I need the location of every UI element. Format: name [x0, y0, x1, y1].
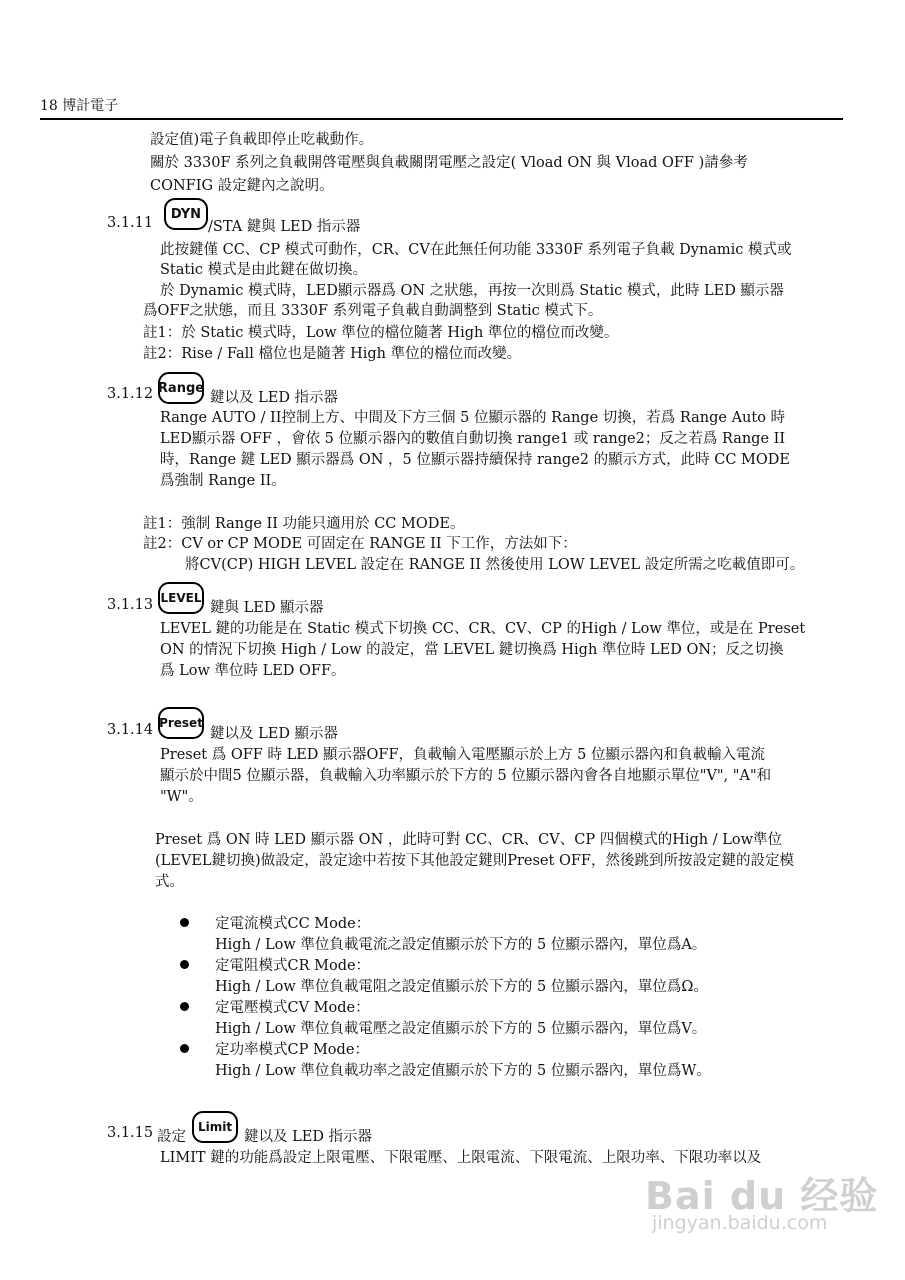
s3112-note-1: 註1：強制 Range II 功能只適用於 CC MODE。	[143, 516, 465, 532]
page-header: 18 博計電子	[40, 98, 119, 114]
section-title-3-1-14: 鍵以及 LED 顯示器	[210, 726, 339, 742]
header-rule	[40, 118, 843, 120]
bullet-cv-title: 定電壓模式CV Mode：	[215, 1000, 370, 1016]
intro-line-2: 關於 3330F 系列之負載開啓電壓與負載關閉電壓之設定( Vload ON 與 Vload OFF )請參考	[150, 155, 748, 171]
section-title-3-1-11: /STA 鍵與 LED 指示器	[208, 219, 361, 235]
s3112-note-3: 將CV(CP) HIGH LEVEL 設定在 RANGE II 然後使用 LOW LEVEL 設定所需之吃載值即可。	[185, 557, 805, 573]
range-key-icon: Range	[158, 372, 204, 404]
bullet-icon	[180, 960, 189, 969]
s3114-preset-on-3: 式。	[155, 874, 184, 890]
s3114-para-1: Preset 爲 OFF 時 LED 顯示器OFF，負載輸入電壓顯示於上方 5 位顯示器內和負載輸入電流	[160, 747, 765, 763]
s3115-para-1: LIMIT 鍵的功能爲設定上限電壓、下限電壓、上限電流、下限電流、上限功率、下限功率以及	[160, 1150, 762, 1166]
section-number-3-1-11: 3.1.11	[107, 215, 154, 231]
bullet-cc-title: 定電流模式CC Mode：	[215, 916, 371, 932]
intro-line-1: 設定值)電子負載即停止吃載動作。	[150, 132, 374, 148]
bullet-icon	[180, 918, 189, 927]
s3114-para-3: "W"。	[160, 789, 203, 805]
s3112-para-2: LED顯示器 OFF ，會依 5 位顯示器內的數值自動切換 range1 或 range2；反之若爲 Range II	[160, 431, 786, 447]
section-number-3-1-13: 3.1.13	[107, 597, 154, 613]
watermark-brand: Bai du 经验	[645, 1174, 879, 1218]
s3111-para-1: 此按鍵僅 CC、CP 模式可動作，CR、CV在此無任何功能 3330F 系列電子負載 Dynamic 模式或	[160, 242, 792, 258]
section-title-3-1-15: 鍵以及 LED 指示器	[244, 1129, 373, 1145]
s3113-para-3: 爲 Low 準位時 LED OFF。	[160, 663, 346, 679]
bullet-cr-title: 定電阻模式CR Mode：	[215, 958, 371, 974]
watermark-url: jingyan.baidu.com	[652, 1212, 828, 1234]
s3112-para-1: Range AUTO / II控制上方、中間及下方三個 5 位顯示器的 Range 切換，若爲 Range Auto 時	[160, 410, 786, 426]
s3112-para-3: 時，Range 鍵 LED 顯示器爲 ON ，5 位顯示器持續保持 range2 的顯示方式，此時 CC MODE	[160, 452, 790, 468]
level-key-icon: LEVEL	[158, 582, 204, 614]
s3114-preset-on-1: Preset 爲 ON 時 LED 顯示器 ON ，此時可對 CC、CR、CV、CP 四個模式的High / Low準位	[155, 832, 782, 848]
dyn-key-icon: DYN	[164, 198, 208, 230]
bullet-icon	[180, 1044, 189, 1053]
s3114-preset-on-2: (LEVEL鍵切換)做設定，設定途中若按下其他設定鍵則Preset OFF，然後跳到所按設定鍵的設定模	[155, 853, 794, 869]
section-number-3-1-12: 3.1.12	[107, 386, 154, 402]
bullet-cr-desc: High / Low 準位負載電阻之設定值顯示於下方的 5 位顯示器內，單位爲Ω。	[215, 979, 708, 995]
preset-key-icon: Preset	[158, 707, 204, 739]
section-title-3-1-12: 鍵以及 LED 指示器	[210, 390, 339, 406]
s3112-para-4: 爲強制 Range II。	[160, 473, 286, 489]
s3111-para-4: 爲OFF之狀態，而且 3330F 系列電子負載自動調整到 Static 模式下。	[143, 303, 603, 319]
bullet-cc-desc: High / Low 準位負載電流之設定值顯示於下方的 5 位顯示器內，單位爲A。	[215, 937, 707, 953]
intro-line-3: CONFIG 設定鍵內之說明。	[150, 178, 334, 194]
limit-key-icon: Limit	[192, 1111, 238, 1143]
s3114-para-2: 顯示於中間5 位顯示器，負載輸入功率顯示於下方的 5 位顯示器內會各自地顯示單位"V", "A"和	[160, 768, 772, 784]
section-title-3-1-13: 鍵與 LED 顯示器	[210, 600, 324, 616]
s3113-para-2: ON 的情況下切換 High / Low 的設定，當 LEVEL 鍵切換爲 High 準位時 LED ON；反之切換	[160, 642, 784, 658]
s3111-para-2: Static 模式是由此鍵在做切換。	[160, 262, 368, 278]
bullet-cp-desc: High / Low 準位負載功率之設定值顯示於下方的 5 位顯示器內，單位爲W。	[215, 1063, 711, 1079]
bullet-cv-desc: High / Low 準位負載電壓之設定值顯示於下方的 5 位顯示器內，單位爲V。	[215, 1021, 707, 1037]
s3113-para-1: LEVEL 鍵的功能是在 Static 模式下切換 CC、CR、CV、CP 的High / Low 準位，或是在 Preset	[160, 621, 806, 637]
bullet-cp-title: 定功率模式CP Mode：	[215, 1042, 369, 1058]
s3111-note-1: 註1：於 Static 模式時，Low 準位的檔位隨著 High 準位的檔位而改變。	[143, 325, 619, 341]
section-number-3-1-14: 3.1.14	[107, 722, 154, 738]
s3111-note-2: 註2：Rise / Fall 檔位也是隨著 High 準位的檔位而改變。	[143, 346, 522, 362]
s3112-note-2: 註2：CV or CP MODE 可固定在 RANGE II 下工作，方法如下：	[143, 536, 577, 552]
section-number-3-1-15: 3.1.15	[107, 1125, 154, 1141]
s3111-para-3: 於 Dynamic 模式時，LED顯示器爲 ON 之狀態，再按一次則爲 Static 模式，此時 LED 顯示器	[160, 283, 784, 299]
section-prefix-3-1-15: 設定	[157, 1129, 186, 1145]
bullet-icon	[180, 1002, 189, 1011]
